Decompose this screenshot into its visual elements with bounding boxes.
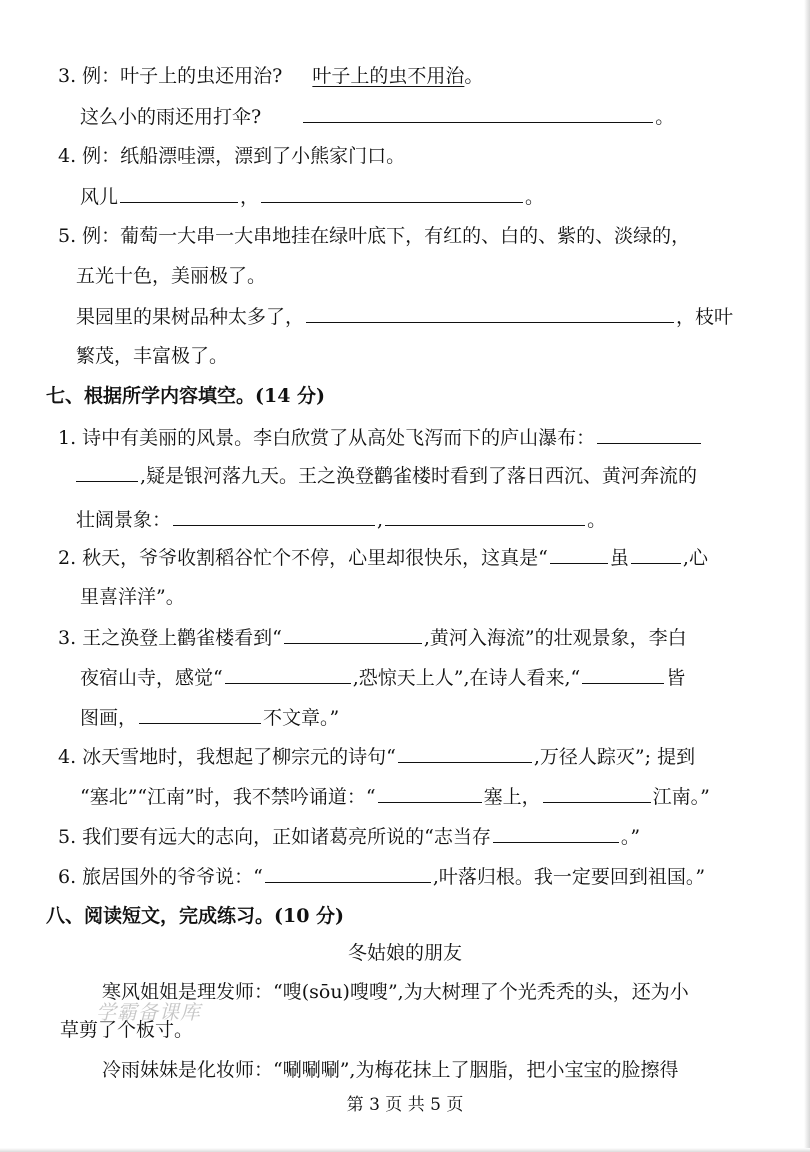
q7-heading: 七、根据所学内容填空。(14 分) [46,385,326,407]
q6-item3-blank[interactable] [303,102,653,123]
q6-item3-answer: 叶子上的虫不用治 [312,65,465,87]
q7-item1-blank-4[interactable] [385,505,585,526]
q6-item5-example-cont: 五光十色，美丽极了。 [76,265,267,287]
q7-item1-blank-1[interactable] [597,423,701,444]
q7-item4-b2: 塞上， [483,786,541,808]
q7-item2-blank-1[interactable] [550,543,608,564]
q6-item3-example-line [58,62,483,90]
q7-item1-blank-2[interactable] [76,461,138,482]
q6-item3-question-line [80,102,674,131]
q6-item5-line [76,302,733,331]
q7-item4-b1: “塞北”“江南”时，我不禁吟诵道：“ [80,786,376,808]
q7-item6-line [58,862,705,891]
q7-item1-b: ,疑是银河落九天。王之涣登鹳雀楼时看到了落日西沉、黄河奔流的 [140,465,698,487]
q7-item1-blank-3[interactable] [173,505,375,526]
q6-item4-blank-2[interactable] [261,182,523,203]
q7-item3-b1: 夜宿山寺，感觉“ [80,667,223,689]
q7-item3-line-a [58,623,687,652]
q7-item2-line-a [58,543,708,572]
q7-item2-a1: 2. 秋天，爷爷收割稻谷忙个不停，心里却很快乐，这真是“ [58,547,548,569]
q7-item6-a2: ,叶落归根。我一定要回到祖国。” [432,866,706,888]
q6-item4-end: 。 [525,186,545,208]
q7-item5-a2: 。” [620,826,641,848]
passage-p1-b: 草剪了个板寸。 [60,1019,194,1041]
q7-item3-a2: ,黄河入海流”的壮观景象，李白 [423,627,687,649]
q7-item3-c1: 图画， [80,707,138,729]
q7-item2-a2: 虽 [609,547,629,569]
q7-item4-line-b [80,782,710,811]
page-bottom-shadow [0,1148,810,1152]
q7-item6-blank[interactable] [265,862,431,883]
q6-item4-comma: ， [240,186,260,208]
q7-item4-blank-3[interactable] [543,782,651,803]
q7-item4-blank-2[interactable] [378,782,482,803]
q6-item4-line [80,182,544,211]
q7-item3-blank-2[interactable] [225,663,351,684]
q7-item1-line-b [76,461,697,490]
q7-item1-a: 1. 诗中有美丽的风景。李白欣赏了从高处飞泻而下的庐山瀑布： [58,427,596,449]
q6-item5-end: 繁茂，丰富极了。 [76,345,229,367]
q7-item1-c3: 。 [587,509,607,531]
q7-item1-c2: , [377,509,384,531]
q7-item3-line-c [80,703,339,732]
q7-item5-line [58,822,640,851]
q7-item1-c1: 壮阔景象： [76,509,172,531]
page-edge-shadow [804,0,810,1152]
passage-p1-a: 寒风姐姐是理发师：“嗖(sōu)嗖嗖”,为大树理了个光秃秃的头，还为小 [102,981,689,1003]
q7-item3-blank-1[interactable] [284,623,422,644]
q7-item4-blank-1[interactable] [398,742,532,763]
q7-item2-a3: ,心 [682,547,708,569]
q7-item3-b3: 皆 [666,667,686,689]
q7-item4-a1: 4. 冰天雪地时，我想起了柳宗元的诗句“ [58,746,396,768]
q6-item3-end: 。 [655,106,675,128]
q7-item3-blank-4[interactable] [139,703,261,724]
q6-item5-blank[interactable] [306,302,674,323]
passage-title: 冬姑娘的朋友 [347,942,462,964]
q7-item3-a1: 3. 王之涣登上鹳雀楼看到“ [58,627,282,649]
q7-item2-blank-2[interactable] [631,543,681,564]
q6-item4-blank-1[interactable] [120,182,238,203]
q7-item5-blank[interactable] [493,822,619,843]
q7-item3-blank-3[interactable] [582,663,664,684]
q7-item4-line-a [58,742,695,771]
q6-item5-example: 5. 例：葡萄一大串一大串地挂在绿叶底下，有红的、白的、紫的、淡绿的， [58,225,691,247]
q6-item4-start: 风儿 [80,186,119,208]
q6-item3-example: 3. 例：叶子上的虫还用治? [58,65,283,87]
q6-item4-example: 4. 例：纸船漂哇漂，漂到了小熊家门口。 [58,145,406,167]
q6-item3-question: 这么小的雨还用打伞? [80,106,262,128]
page-footer: 第 3 页 共 5 页 [346,1095,464,1115]
q7-item4-b3: 江南。” [652,786,710,808]
q7-item6-a1: 6. 旅居国外的爷爷说：“ [58,866,263,888]
q7-item4-a2: ,万径人踪灭”; 提到 [533,746,696,768]
watermark-text: 学霸备课库 [96,1000,201,1024]
q7-item2-b: 里喜洋洋”。 [80,586,185,608]
q7-item1-line-c [76,505,606,534]
q7-item1-line-a [58,423,703,452]
passage-p2-a: 冷雨妹妹是化妆师：“唰唰唰”,为梅花抹上了胭脂，把小宝宝的脸擦得 [102,1059,679,1081]
q8-heading: 八、阅读短文，完成练习。(10 分) [46,905,345,927]
q7-item3-c2: 不文章。” [263,707,340,729]
q7-item5-a1: 5. 我们要有远大的志向，正如诸葛亮所说的“志当存 [58,826,491,848]
q7-item3-line-b [80,663,685,692]
q6-item5-start: 果园里的果树品种太多了， [76,306,305,328]
q6-item3-answer-end: 。 [464,65,484,87]
q7-item3-b2: ,恐惊天上人”,在诗人看来,“ [352,667,581,689]
q6-item5-mid: ，枝叶 [676,306,734,328]
